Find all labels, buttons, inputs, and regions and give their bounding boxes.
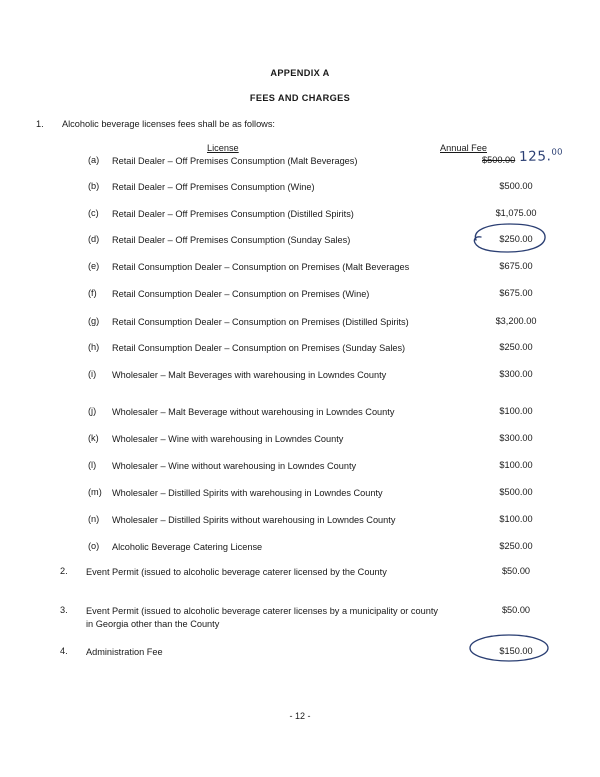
column-header-annual-fee: Annual Fee bbox=[440, 143, 487, 153]
row-fee: $100.00 bbox=[499, 406, 533, 416]
fees-and-charges-title: FEES AND CHARGES bbox=[249, 93, 351, 103]
row-fee: $1,075.00 bbox=[495, 208, 537, 218]
row-license-label: Alcoholic Beverage Catering License bbox=[112, 542, 263, 552]
appendix-title: APPENDIX A bbox=[270, 68, 330, 78]
row-marker: (b) bbox=[88, 181, 100, 191]
row-license-label: Retail Dealer – Off Premises Consumption (Wine) bbox=[112, 182, 315, 192]
handwritten-amount-value: 125. bbox=[518, 148, 552, 165]
handwritten-amount-cents: 00 bbox=[551, 147, 563, 158]
row-fee: $250.00 bbox=[499, 342, 533, 352]
row-marker: (l) bbox=[88, 460, 97, 470]
intro-text: Alcoholic beverage licenses fees shall be as follows: bbox=[62, 119, 275, 129]
row-marker: (c) bbox=[88, 208, 99, 218]
row-marker: (e) bbox=[88, 261, 100, 271]
row-license-label: Administration Fee bbox=[86, 647, 163, 657]
row-fee: $250.00 bbox=[499, 234, 533, 244]
row-fee: $50.00 bbox=[501, 605, 531, 615]
row-fee: $500.00 bbox=[499, 487, 533, 497]
row-license-label: Retail Dealer – Off Premises Consumption (Distilled Spirits) bbox=[112, 209, 354, 219]
row-license-label: Wholesaler – Distilled Spirits with warehousing in Lowndes County bbox=[112, 488, 383, 498]
row-marker: (g) bbox=[88, 316, 100, 326]
row-marker: (j) bbox=[88, 406, 97, 416]
row-marker: 4. bbox=[60, 646, 68, 656]
row-fee-struck: $500.00 bbox=[482, 155, 516, 165]
row-marker: (m) bbox=[88, 487, 102, 497]
row-license-label: Wholesaler – Malt Beverage without warehousing in Lowndes County bbox=[112, 407, 395, 417]
row-fee: $100.00 bbox=[499, 514, 533, 524]
column-header-license: License bbox=[207, 143, 239, 153]
row-license-label: Retail Consumption Dealer – Consumption on Premises (Distilled Spirits) bbox=[112, 317, 409, 327]
circle-annotation-150 bbox=[466, 633, 552, 663]
row-marker: (h) bbox=[88, 342, 100, 352]
row-license-label: Wholesaler – Distilled Spirits without warehousing in Lowndes County bbox=[112, 515, 396, 525]
row-fee: $150.00 bbox=[499, 646, 533, 656]
row-marker: 3. bbox=[60, 605, 68, 615]
row-license-label: Retail Dealer – Off Premises Consumption (Malt Beverages) bbox=[112, 156, 358, 166]
row-license-label: Event Permit (issued to alcoholic beverage caterer licensed by the County bbox=[86, 567, 387, 577]
row-marker: (d) bbox=[88, 234, 100, 244]
intro-number: 1. bbox=[36, 119, 44, 129]
row-license-label: Wholesaler – Malt Beverages with warehousing in Lowndes County bbox=[112, 370, 387, 380]
row-fee: $500.00 bbox=[499, 181, 533, 191]
row-fee: $300.00 bbox=[499, 433, 533, 443]
row-marker: (f) bbox=[88, 288, 97, 298]
row-license-label: Retail Dealer – Off Premises Consumption (Sunday Sales) bbox=[112, 235, 351, 245]
row-marker: (k) bbox=[88, 433, 99, 443]
row-license-label: Event Permit (issued to alcoholic beverage caterer licenses by a municipality or county in Georgia other than the County bbox=[86, 606, 438, 630]
page-footer: - 12 - bbox=[289, 711, 311, 721]
row-marker: (i) bbox=[88, 369, 97, 379]
row-fee: $100.00 bbox=[499, 460, 533, 470]
row-marker: (o) bbox=[88, 541, 100, 551]
row-fee: $50.00 bbox=[501, 566, 531, 576]
row-fee: $3,200.00 bbox=[495, 316, 537, 326]
row-license-label: Retail Consumption Dealer – Consumption on Premises (Wine) bbox=[112, 289, 370, 299]
row-marker: (a) bbox=[88, 155, 100, 165]
row-marker: 2. bbox=[60, 566, 68, 576]
row-fee: $675.00 bbox=[499, 288, 533, 298]
row-license-label: Wholesaler – Wine with warehousing in Lowndes County bbox=[112, 434, 344, 444]
row-fee: $250.00 bbox=[499, 541, 533, 551]
row-fee: $300.00 bbox=[499, 369, 533, 379]
row-license-label: Retail Consumption Dealer – Consumption on Premises (Malt Beverages bbox=[112, 262, 410, 272]
row-marker: (n) bbox=[88, 514, 100, 524]
intro-line bbox=[36, 119, 466, 129]
circle-annotation-250 bbox=[466, 221, 552, 255]
handwritten-amount-annotation bbox=[519, 148, 563, 165]
row-fee: $675.00 bbox=[499, 261, 533, 271]
row-license-label: Wholesaler – Wine without warehousing in Lowndes County bbox=[112, 461, 357, 471]
row-license-label: Retail Consumption Dealer – Consumption on Premises (Sunday Sales) bbox=[112, 343, 406, 353]
